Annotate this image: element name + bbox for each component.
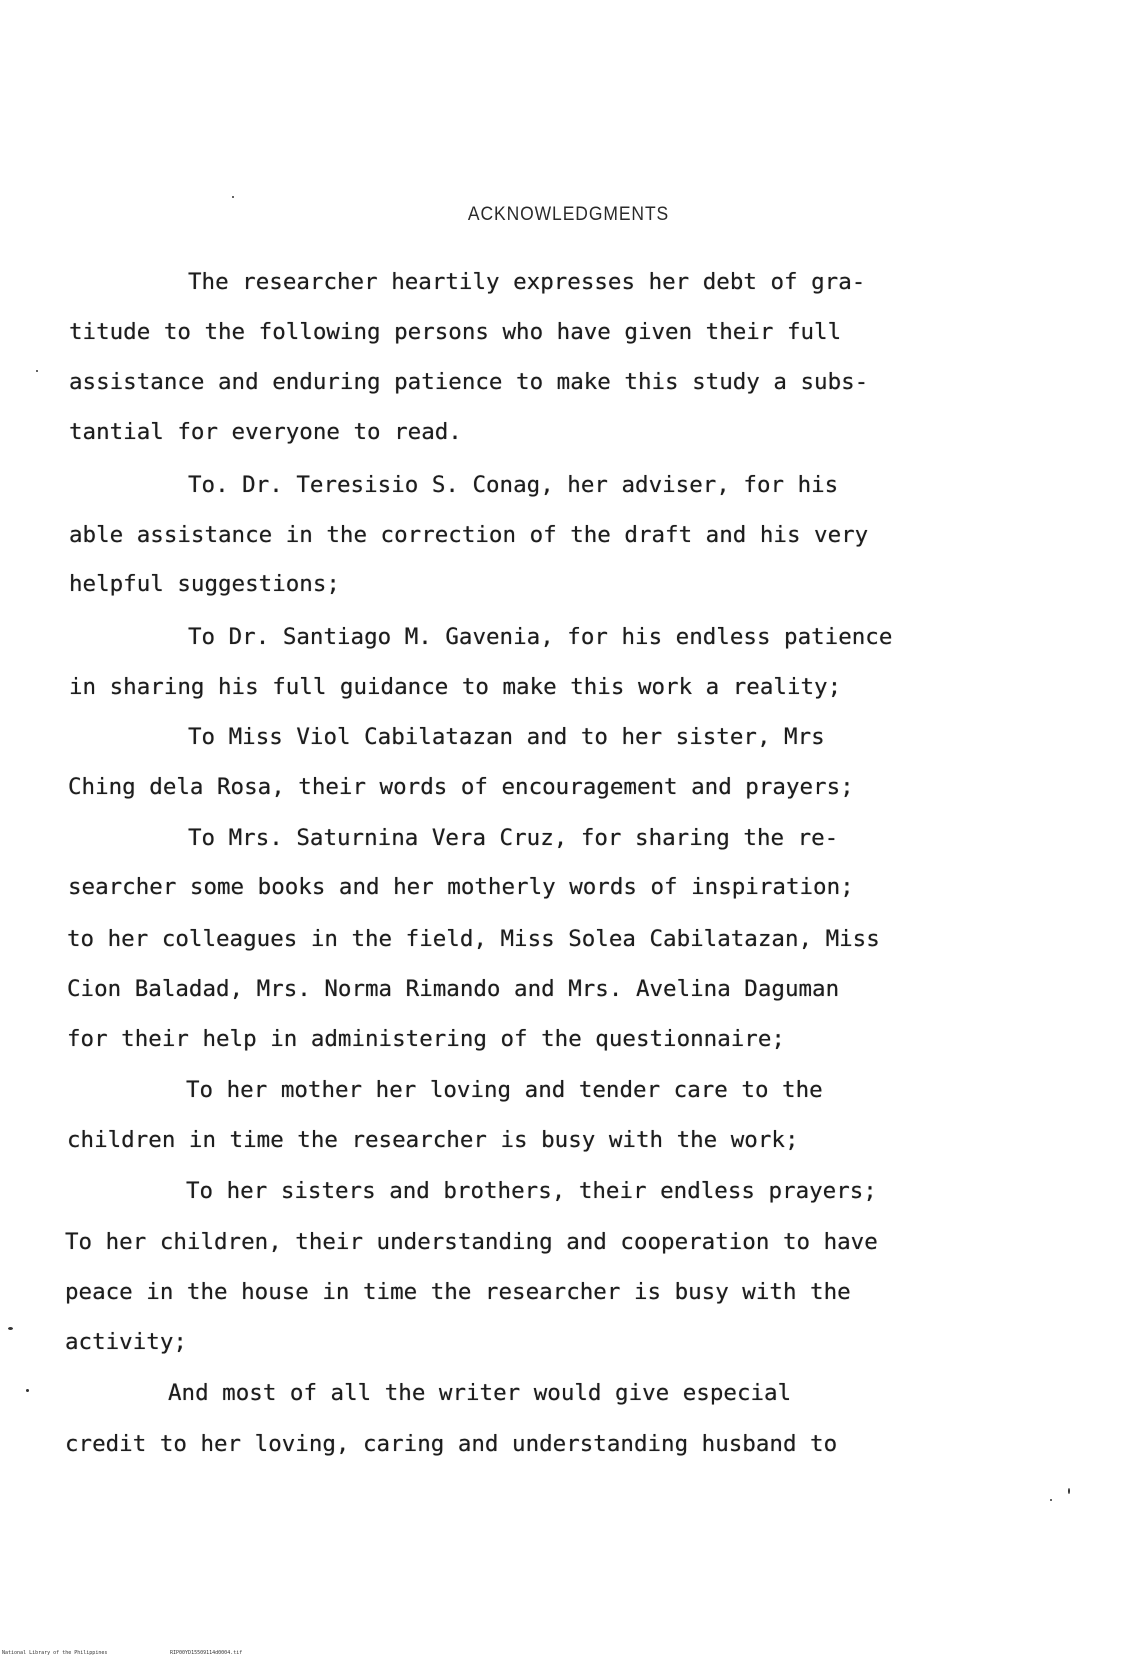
scan-speck [36, 370, 38, 372]
scan-speck [232, 196, 234, 198]
body-line: Cion Baladad, Mrs. Norma Rimando and Mrs. Avelina Daguman [67, 976, 840, 1002]
body-line: To her sisters and brothers, their endless prayers; [186, 1178, 877, 1204]
body-line: assistance and enduring patience to make this study a subs- [69, 369, 869, 395]
scan-speck [8, 1327, 13, 1330]
page-title: ACKNOWLEDGMENTS [467, 204, 670, 225]
scan-speck [1068, 1488, 1070, 1494]
body-line: To Mrs. Saturnina Vera Cruz, for sharing the re- [188, 825, 839, 851]
body-line: To her children, their understanding and cooperation to have [65, 1229, 878, 1255]
footer-file-id: RIP00YD15509114d0004.tif [170, 1650, 243, 1656]
body-line: And most of all the writer would give especial [168, 1380, 792, 1406]
body-line: Ching dela Rosa, their words of encouragement and prayers; [68, 774, 854, 800]
body-line: helpful suggestions; [69, 571, 340, 597]
body-line: searcher some books and her motherly words of inspiration; [68, 874, 854, 900]
scan-speck [1050, 1499, 1052, 1501]
body-line: able assistance in the correction of the draft and his very [69, 522, 869, 548]
body-line: peace in the house in time the researcher is busy with the [65, 1279, 851, 1305]
footer-library-label: National Library of the Philippines [2, 1650, 108, 1656]
body-line: children in time the researcher is busy with the work; [67, 1127, 799, 1153]
body-line: To. Dr. Teresisio S. Conag, her adviser, for his [188, 472, 839, 498]
body-line: for their help in administering of the questionnaire; [67, 1026, 785, 1052]
body-line: To her mother her loving and tender care to the [186, 1077, 823, 1103]
body-line: activity; [65, 1329, 187, 1355]
body-line: tantial for everyone to read. [69, 419, 462, 445]
body-line: titude to the following persons who have given their full [69, 319, 842, 345]
body-line: The researcher heartily expresses her debt of gra- [188, 269, 866, 295]
body-line: To Dr. Santiago M. Gavenia, for his endless patience [188, 624, 893, 650]
body-line: to her colleagues in the field, Miss Solea Cabilatazan, Miss [67, 926, 880, 952]
scan-speck [26, 1389, 29, 1392]
body-line: To Miss Viol Cabilatazan and to her sister, Mrs [188, 724, 825, 750]
body-line: credit to her loving, caring and understanding husband to [65, 1431, 838, 1457]
body-line: in sharing his full guidance to make this work a reality; [69, 674, 842, 700]
